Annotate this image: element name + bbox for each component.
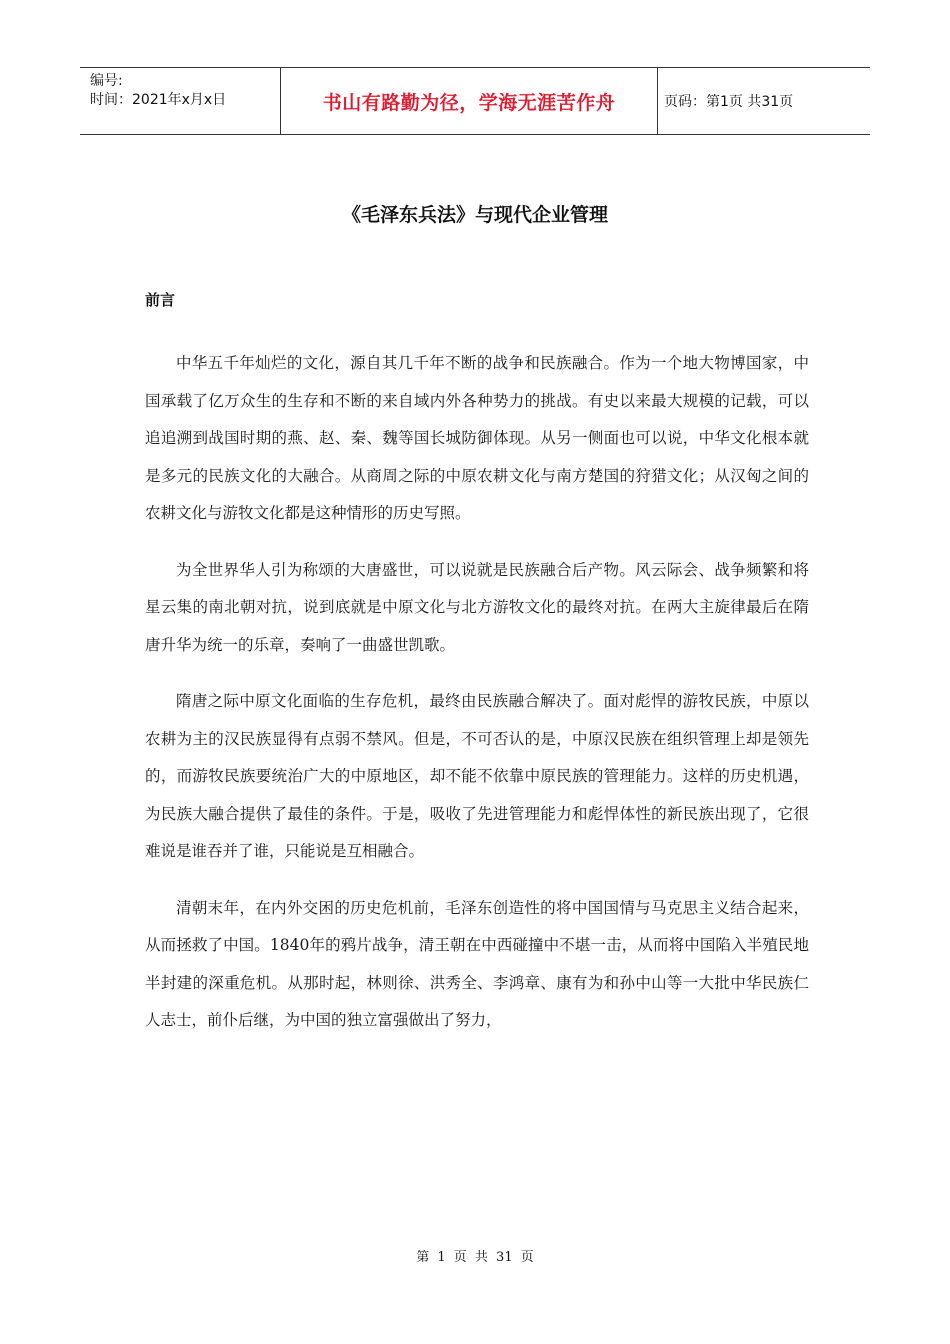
time-label: 时间：2021年x月x日 — [90, 92, 227, 108]
page-footer: 第 1 页 共 31 页 — [416, 1250, 534, 1265]
paragraph: 中华五千年灿烂的文化，源自其几千年不断的战争和民族融合。作为一个地大物博国家，中国承载了亿万众生的生存和不断的来自域内外各种势力的挑战。有史以来最大规模的记载，可以追追溯到战国时期的燕、赵、秦、魏等国长城防御体现。从另一侧面也可以说，中华文化根本就是多元的民族文化的大融合。从商周之际的中原农耕文化与南方楚国的狩猎文化；从汉匈之间的农耕文化与游牧文化都是这种情形的历史写照。 — [145, 354, 809, 522]
document-body — [145, 345, 809, 1059]
header-meta-cell — [80, 68, 281, 134]
header-table — [80, 67, 870, 135]
paragraph: 隋唐之际中原文化面临的生存危机，最终由民族融合解决了。面对彪悍的游牧民族，中原以农耕为主的汉民族显得有点弱不禁风。但是，不可否认的是，中原汉民族在组织管理上却是领先的，而游牧民族要统治广大的中原地区，却不能不依靠中原民族的管理能力。这样的历史机遇，为民族大融合提供了最佳的条件。于是，吸收了先进管理能力和彪悍体性的新民族出现了，它很难说是谁吞并了谁，只能说是互相融合。 — [145, 692, 809, 860]
document-title: 《毛泽东兵法》与现代企业管理 — [341, 204, 608, 226]
section-heading: 前言 — [145, 291, 176, 309]
header-page-code: 页码：第1页 共31页 — [664, 94, 794, 110]
paragraph: 为全世界华人引为称颂的大唐盛世，可以说就是民族融合后产物。风云际会、战争频繁和将星云集的南北朝对抗，说到底就是中原文化与北方游牧文化的最终对抗。在两大主旋律最后在隋唐升华为统一的乐章，奏响了一曲盛世凯歌。 — [145, 560, 809, 654]
paragraph: 清朝末年，在内外交困的历史危机前，毛泽东创造性的将中国国情与马克思主义结合起来，从而拯救了中国。1840年的鸦片战争，清王朝在中西碰撞中不堪一击，从而将中国陷入半殖民地半封建的深重危机。从那时起，林则徐、洪秀全、李鸿章、康有为和孙中山等一大批中华民族仁人志士，前仆后继，为中国的独立富强做出了努力， — [145, 898, 809, 1029]
number-label: 编号: — [90, 73, 123, 89]
header-motto: 书山有路勤为径，学海无涯苦作舟 — [281, 68, 658, 134]
